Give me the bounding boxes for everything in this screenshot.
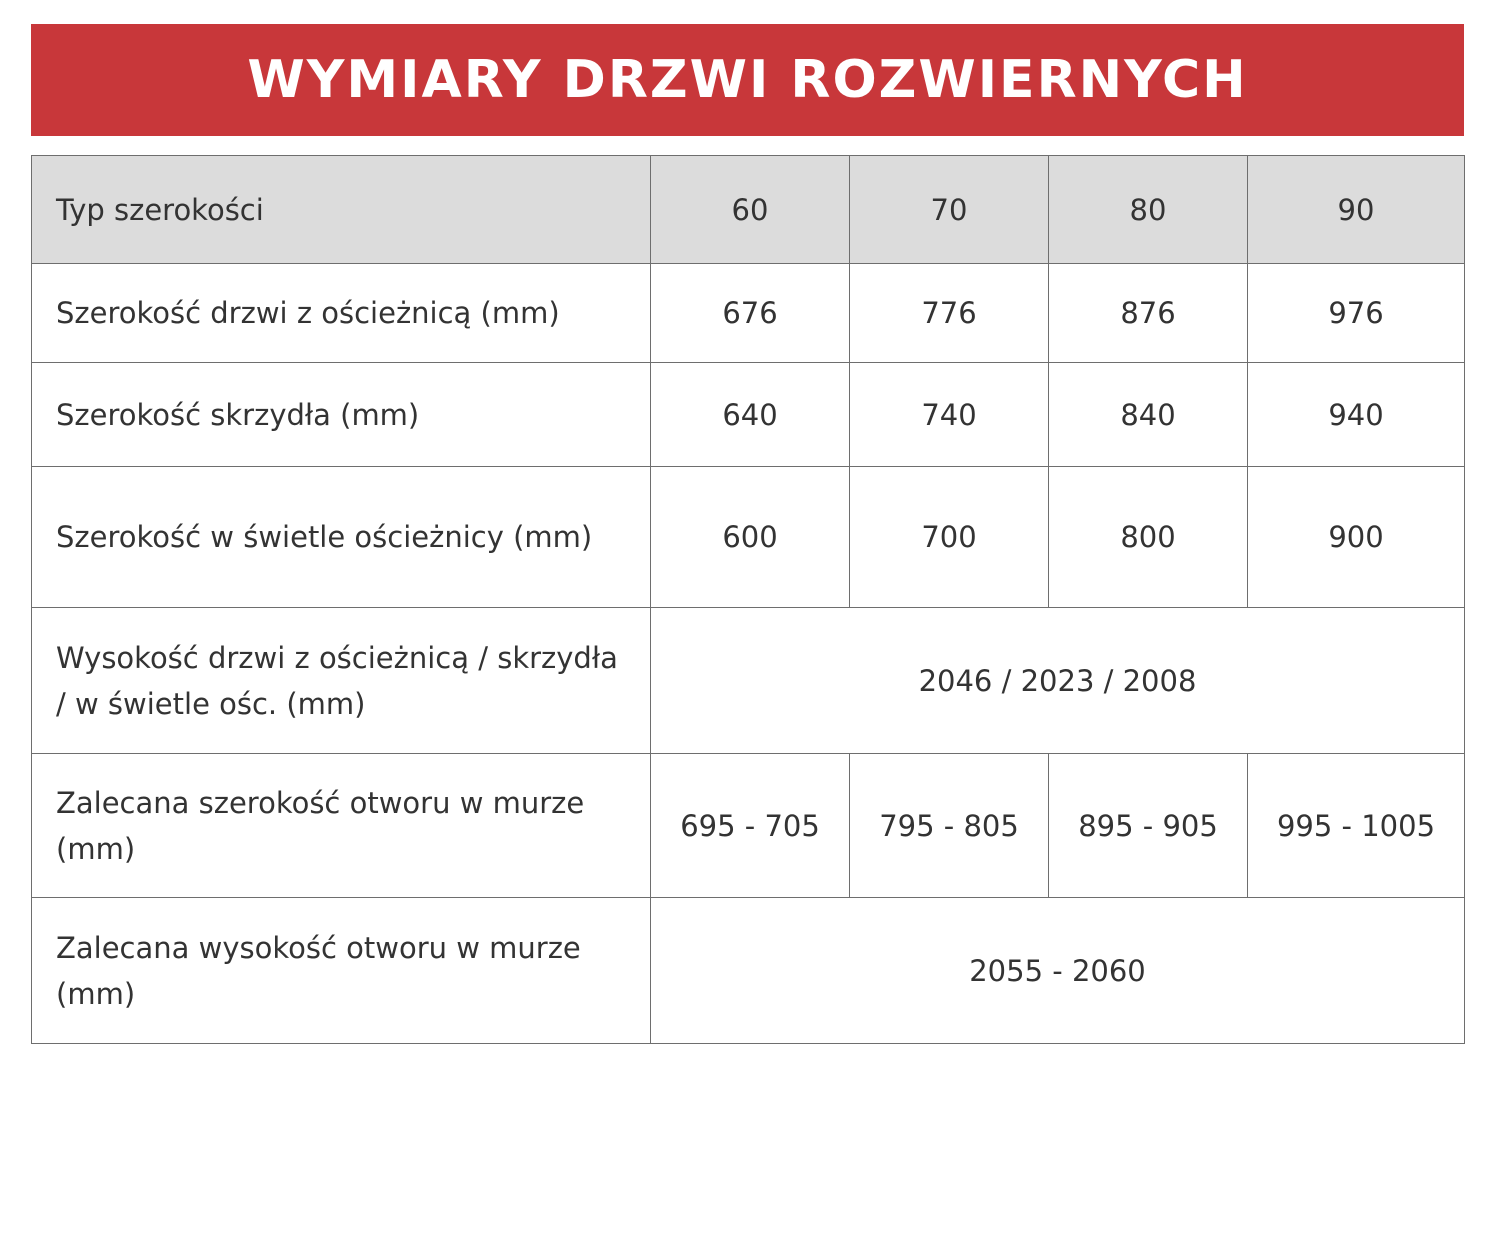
title-banner [31,24,1464,136]
table-header-row [32,156,1465,264]
row-value: 676 [651,264,850,363]
row-value: 776 [850,264,1049,363]
table-row [32,467,1465,608]
table-row [32,608,1465,754]
page-title: WYMIARY DRZWI ROZWIERNYCH [247,50,1248,110]
row-label: Zalecana wysokość otworu w murze (mm) [32,898,651,1044]
header-column-70: 70 [850,156,1049,264]
dimensions-table [31,155,1465,1044]
row-value: 640 [651,363,850,467]
row-label: Wysokość drzwi z ościeżnicą / skrzydła / w świetle ośc. (mm) [32,608,651,754]
row-label: Szerokość drzwi z ościeżnicą (mm) [32,264,651,363]
row-value: 740 [850,363,1049,467]
row-value: 900 [1248,467,1465,608]
row-value: 700 [850,467,1049,608]
header-label-cell: Typ szerokości [32,156,651,264]
table-row [32,264,1465,363]
row-value: 600 [651,467,850,608]
row-label: Zalecana szerokość otworu w murze (mm) [32,754,651,898]
row-label: Szerokość w świetle ościeżnicy (mm) [32,467,651,608]
merged-value-cell: 2055 - 2060 [651,898,1465,1044]
row-value: 840 [1049,363,1248,467]
header-column-60: 60 [651,156,850,264]
row-value: 895 - 905 [1049,754,1248,898]
merged-value-cell: 2046 / 2023 / 2008 [651,608,1465,754]
row-value: 795 - 805 [850,754,1049,898]
row-label: Szerokość skrzydła (mm) [32,363,651,467]
table-row [32,898,1465,1044]
row-value: 940 [1248,363,1465,467]
table-row [32,754,1465,898]
row-value: 976 [1248,264,1465,363]
table-row [32,363,1465,467]
header-column-80: 80 [1049,156,1248,264]
row-value: 876 [1049,264,1248,363]
row-value: 695 - 705 [651,754,850,898]
row-value: 995 - 1005 [1248,754,1465,898]
header-column-90: 90 [1248,156,1465,264]
row-value: 800 [1049,467,1248,608]
